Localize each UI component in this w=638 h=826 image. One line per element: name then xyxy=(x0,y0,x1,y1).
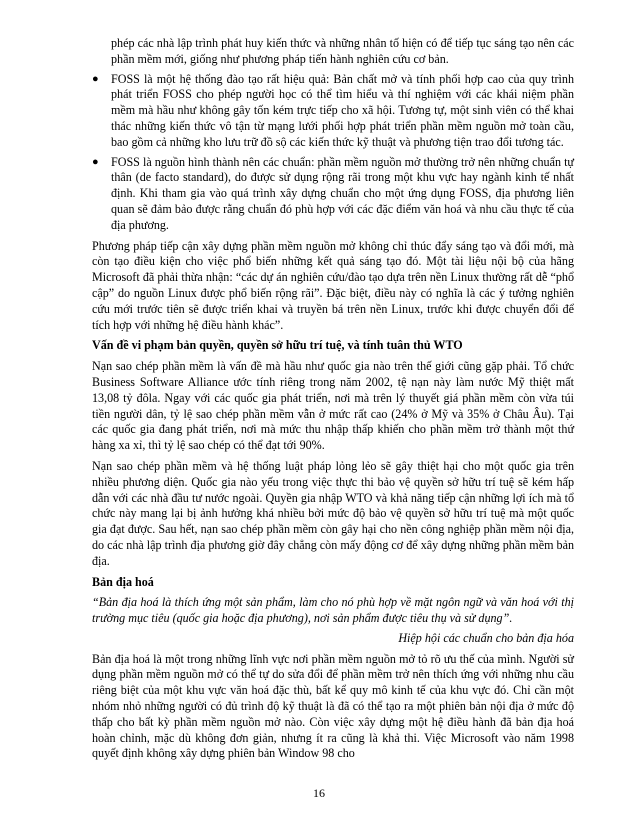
page-number: 16 xyxy=(313,786,325,800)
paragraph-piracy-1: Nạn sao chép phần mềm là vấn đề mà hầu như quốc gia nào trên thế giới cũng gặp phải. Tổ chức Business Software Alliance ước tính riêng trong năm 2002, tệ nạn này làm nước Mỹ thiệt mất 13,08 tỷ đôla. Ngay với các quốc gia phát triển, nơi mà trên lý thuyết giá phần mềm còn vừa túi tiền người dân, tỷ lệ sao chép phần mềm vẫn ở mức rất cao (24% ở Mỹ và 35% ở Châu Âu). Tại các quốc gia đang phát triển, nơi mà mức thu nhập thấp khiến cho phần mềm trở thành một thứ hàng xa xỉ, thì tỷ lệ sao chép có thể đạt tới 90%. xyxy=(92,359,574,453)
bullet-item xyxy=(92,72,574,151)
bullet-text: FOSS là nguồn hình thành nên các chuẩn: phần mềm nguồn mở thường trở nên những chuẩn tự thân (de facto standard), do được sử dụng rộng rãi trong một khu vực hay ngành kinh tế nhất định. Khi tham gia vào quá trình xây dựng chuẩn cho một ứng dụng FOSS, địa phương liên quan sẽ đảm bảo được rằng chuẩn đó phù hợp với các đặc điểm văn hoá và nhu cầu thực tế của địa phương. xyxy=(111,154,574,232)
bullet-icon: ● xyxy=(92,155,99,168)
block-quote: “Bản địa hoá là thích ứng một sản phẩm, làm cho nó phù hợp về mặt ngôn ngữ và văn hoá với thị trường mục tiêu (quốc gia hoặc địa phương), nơi sản phẩm được tiêu thụ và sử dụng”. xyxy=(92,595,574,626)
paragraph-piracy-2: Nạn sao chép phần mềm và hệ thống luật pháp lỏng lẻo sẽ gây thiệt hại cho một quốc gia trên nhiều phương diện. Quốc gia nào yếu trong việc thực thi bảo vệ quyền sở hữu trí tuệ sẽ kém hấp dẫn với các nhà đầu tư nước ngoài. Quyền gia nhập WTO và khả năng tiếp cận những lợi ích mà tổ chức này mang lại bị ảnh hưởng khá nhiều bởi mức độ bảo vệ quyền sở hữu trí tuệ mà một quốc gia đạt được. Sau hết, nạn sao chép phần mềm còn gây hại cho nền công nghiệp phần mềm nội địa, do các nhà lập trình địa phương giờ đây chẳng còn mấy động cơ để xây dựng những phần mềm bản địa. xyxy=(92,458,574,568)
paragraph-localization: Bản địa hoá là một trong những lĩnh vực nơi phần mềm nguồn mở tỏ rõ ưu thế của mình. Người sử dụng phần mềm nguồn mở có thể tự do sửa đổi để phần mềm trở nên thích ứng với những nhu cầu riêng biệt của một khu vực văn hoá đặc thù, bất kể quy mô kinh tế của khu vực đó. Chỉ cần một nhóm nhỏ những người có đủ trình độ kỹ thuật là đã có thể tạo ra một phiên bản nội địa ở mức độ thấp cho bất kỳ phần mềm nguồn mở nào. Còn việc xây dựng một hệ điều hành đã bản địa hoá hoàn chỉnh, mặc dù không đơn giản, nhưng ít ra cũng là khả thi. Việc Microsoft vào năm 1998 quyết định không xây dựng phiên bản Window 98 cho xyxy=(92,651,574,761)
bullet-text: FOSS là một hệ thống đào tạo rất hiệu quả: Bản chất mở và tính phối hợp cao của quy trình phát triển FOSS cho phép người học có thể tìm hiểu và thí nghiệm với các khái niệm phần mềm mà hầu như không gây tốn kém trực tiếp cho xã hội. Tương tự, một sinh viên có thể khai thác những kiến thức vô tận từ mạng lưới phối hợp phát triển phần mềm nguồn mở toàn cầu, bao gồm cả những kho lưu trữ đồ sộ các kiến thức kỹ thuật và phương tiện trao đổi tương tác. xyxy=(111,71,574,149)
bullet-icon: ● xyxy=(92,72,99,85)
quote-attribution: Hiệp hội các chuẩn cho bản địa hóa xyxy=(398,630,574,645)
bullet-item xyxy=(92,155,574,234)
intro-continuation: phép các nhà lập trình phát huy kiến thức và những nhân tố hiện có để tiếp tục sáng tạo nên các phần mềm mới, giống như phương pháp tiến hành nghiên cứu cơ bản. xyxy=(111,36,574,66)
bullet-list xyxy=(92,72,574,234)
paragraph-approach: Phương pháp tiếp cận xây dựng phần mềm nguồn mở không chỉ thúc đẩy sáng tạo và đổi mới, mà còn tạo điều kiện cho việc phổ biến những kết quả sáng tạo đó. Một tài liệu nội bộ của hãng Microsoft đã phải thừa nhận: “các dự án nghiên cứu/đào tạo dựa trên nền Linux thường rất dễ “phổ cập” do nguồn Linux được phổ biến rộng rãi”. Đặc biệt, điều này có nghĩa là các ý tưởng nghiên cứu mới trước tiên sẽ được triển khai và truyền bá trên nền Linux, trước khi được chuyển đổi để tích hợp với những hệ điều hành khác”. xyxy=(92,238,574,332)
page-content xyxy=(92,36,574,762)
section-heading-localization: Bản địa hoá xyxy=(92,574,154,589)
section-heading-copyright: Vấn đề vi phạm bản quyền, quyền sở hữu trí tuệ, và tính tuân thủ WTO xyxy=(92,338,463,353)
